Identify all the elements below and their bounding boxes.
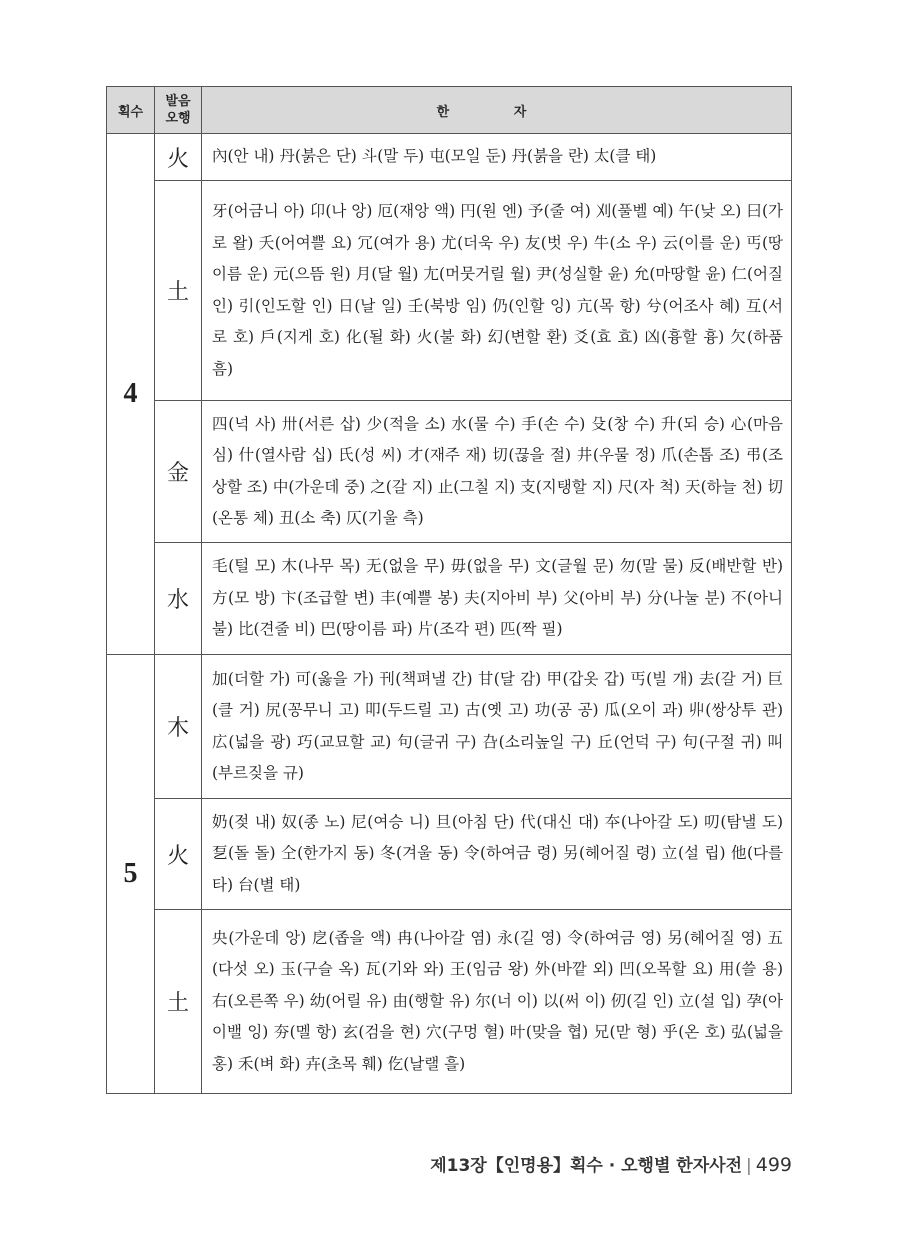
header-stroke-count: 획수 (107, 87, 155, 134)
element-cell: 木 (155, 655, 202, 799)
table-row (107, 401, 792, 543)
page-footer (430, 1151, 792, 1176)
hanja-list-cell: 毛(털 모) 木(나무 목) 无(없을 무) 毋(없을 무) 文(글월 문) 勿(말 물) 反(배반할 반) 方(모 방) 卞(조급할 변) 丰(예쁠 봉) 夫(지아비 부) 父(아비 부) 分(나눌 분) 不(아니 불) 比(견줄 비) 巴(땅이름 파) 片(조각 편) 匹(짝 필) (202, 543, 792, 655)
table-header-row (107, 87, 792, 134)
table-row (107, 910, 792, 1094)
hanja-list-cell: 四(넉 사) 卅(서른 삽) 少(적을 소) 水(물 수) 手(손 수) 殳(창 수) 升(되 승) 心(마음 심) 什(열사람 십) 氏(성 씨) 才(재주 재) 切(끊을 절) 井(우물 정) 爪(손톱 조) 弔(조상할 조) 中(가운데 중) 之(갈 지) 止(그칠 지) 支(지탱할 지) 尺(자 척) 天(하늘 천) 切(온통 체) 丑(소 축) 仄(기울 측) (202, 401, 792, 543)
hanja-list-cell: 牙(어금니 아) 卬(나 앙) 厄(재앙 액) 円(원 엔) 予(줄 여) 刈(풀벨 예) 午(낮 오) 曰(가로 왈) 夭(어여쁠 요) 冗(여가 용) 尤(더욱 우) 友(벗 우) 牛(소 우) 云(이를 운) 丐(땅이름 운) 元(으뜸 원) 月(달 월) 尢(머뭇거릴 월) 尹(성실할 윤) 允(마땅할 윤) 仁(어질 인) 引(인도할 인) 日(날 일) 壬(북방 임) 仍(인할 잉) 亢(목 항) 兮(어조사 혜) 互(서로 호) 戶(지게 호) 化(될 화) 火(불 화) 幻(변할 환) 爻(효 효) 凶(흉할 흉) 欠(하품 흠) (202, 181, 792, 401)
hanja-list-cell: 奶(젖 내) 奴(종 노) 尼(여승 니) 旦(아침 단) 代(대신 대) 夲(나아갈 도) 叨(탐낼 도) 乭(돌 돌) 仝(한가지 동) 冬(겨울 동) 令(하여금 령) 另(헤어질 령) 立(설 립) 他(다를 타) 台(별 태) (202, 799, 792, 910)
element-cell: 火 (155, 134, 202, 181)
header-hanja: 한 자 (202, 87, 792, 134)
element-cell: 水 (155, 543, 202, 655)
footer-divider: | (746, 1156, 752, 1176)
element-cell: 土 (155, 181, 202, 401)
element-cell: 火 (155, 799, 202, 910)
element-cell: 土 (155, 910, 202, 1094)
table-row (107, 181, 792, 401)
table-row (107, 799, 792, 910)
chapter-title: 제13장【인명용】획수 · 오행별 한자사전 (430, 1156, 742, 1176)
table-row (107, 134, 792, 181)
stroke-count-cell: 5 (107, 655, 155, 1094)
hanja-list-cell: 央(가운데 앙) 戹(좁을 액) 冉(나아갈 염) 永(길 영) 令(하여금 영) 另(헤어질 영) 五(다섯 오) 玉(구슬 옥) 瓦(기와 와) 王(임금 왕) 外(바깥 외) 凹(오목할 요) 用(쓸 용) 右(오른쪽 우) 幼(어릴 유) 由(행할 유) 尔(너 이) 以(써 이) 仞(길 인) 立(설 입) 孕(아이밸 잉) 夯(멜 항) 玄(검을 현) 穴(구멍 혈) 叶(맞을 협) 兄(맏 형) 乎(온 호) 弘(넓을 홍) 禾(벼 화) 卉(초목 훼) 仡(날랠 흘) (202, 910, 792, 1094)
stroke-count-cell: 4 (107, 134, 155, 655)
hanja-dictionary-table (106, 86, 792, 1094)
hanja-list-cell: 加(더할 가) 可(옳을 가) 刊(책펴낼 간) 甘(달 감) 甲(갑옷 갑) 丐(빌 개) 去(갈 거) 巨(클 거) 尻(꽁무니 고) 叩(두드릴 고) 古(옛 고) 功(공 공) 瓜(오이 과) 丱(쌍상투 관) 広(넓을 광) 巧(교묘할 교) 句(글귀 구) 叴(소리높일 구) 丘(언덕 구) 句(구절 귀) 叫(부르짖을 규) (202, 655, 792, 799)
page-number: 499 (755, 1154, 792, 1176)
header-element (155, 87, 202, 134)
header-element-line1: 발음 (165, 94, 191, 109)
table-row (107, 543, 792, 655)
hanja-list-cell: 內(안 내) 丹(붉은 단) 斗(말 두) 屯(모일 둔) 丹(붉을 란) 太(클 태) (202, 134, 792, 181)
table-row (107, 655, 792, 799)
element-cell: 金 (155, 401, 202, 543)
header-element-line2: 오행 (165, 111, 191, 126)
